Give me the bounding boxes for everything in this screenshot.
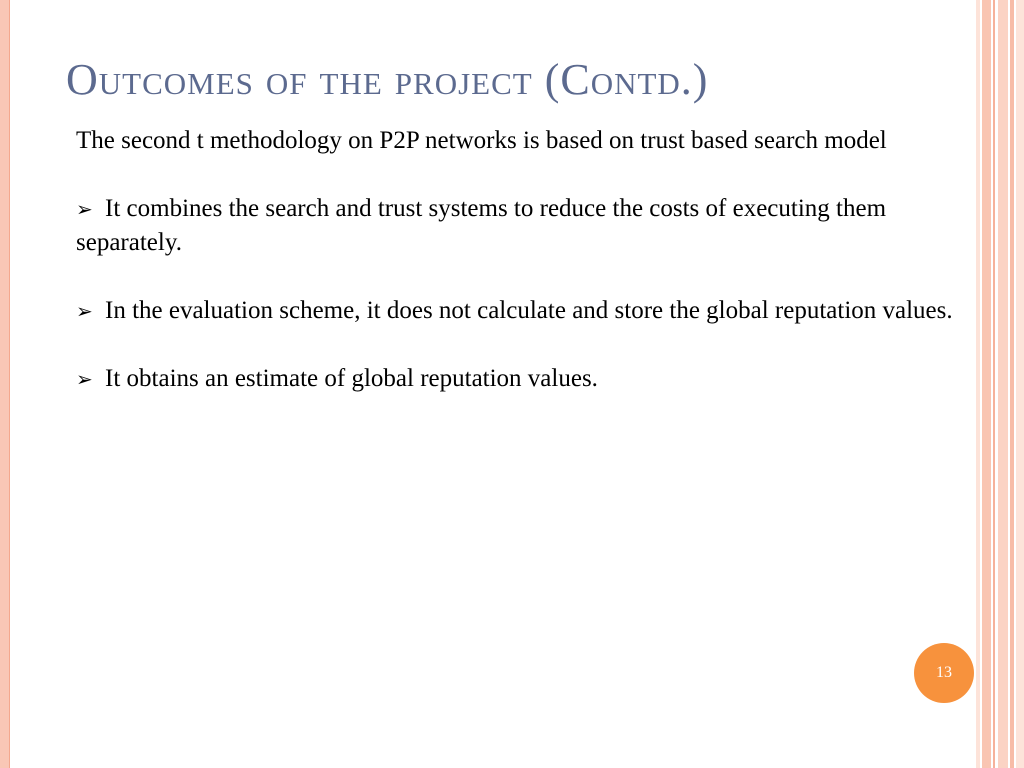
page-number-badge: 13: [914, 643, 974, 703]
bullet-text: In the evaluation scheme, it does not calculate and store the global reputation values.: [105, 297, 953, 324]
arrowhead-bullet-icon: ➢: [76, 197, 93, 221]
intro-paragraph: The second t methodology on P2P networks is based on trust based search model: [76, 127, 887, 154]
bullet-item: [76, 362, 976, 396]
bullet-text: It obtains an estimate of global reputation values.: [105, 365, 598, 392]
slide-title: Outcomes of the project (Contd.): [66, 55, 709, 104]
right-stripes-decoration: [976, 0, 1024, 768]
arrowhead-bullet-icon: ➢: [76, 299, 93, 323]
bullet-item: [76, 192, 976, 260]
left-border-decoration: [0, 0, 10, 768]
slide-body: [76, 124, 976, 396]
bullet-item: [76, 294, 976, 328]
arrowhead-bullet-icon: ➢: [76, 367, 93, 391]
bullet-text: It combines the search and trust systems to reduce the costs of executing them separately.: [76, 195, 887, 256]
